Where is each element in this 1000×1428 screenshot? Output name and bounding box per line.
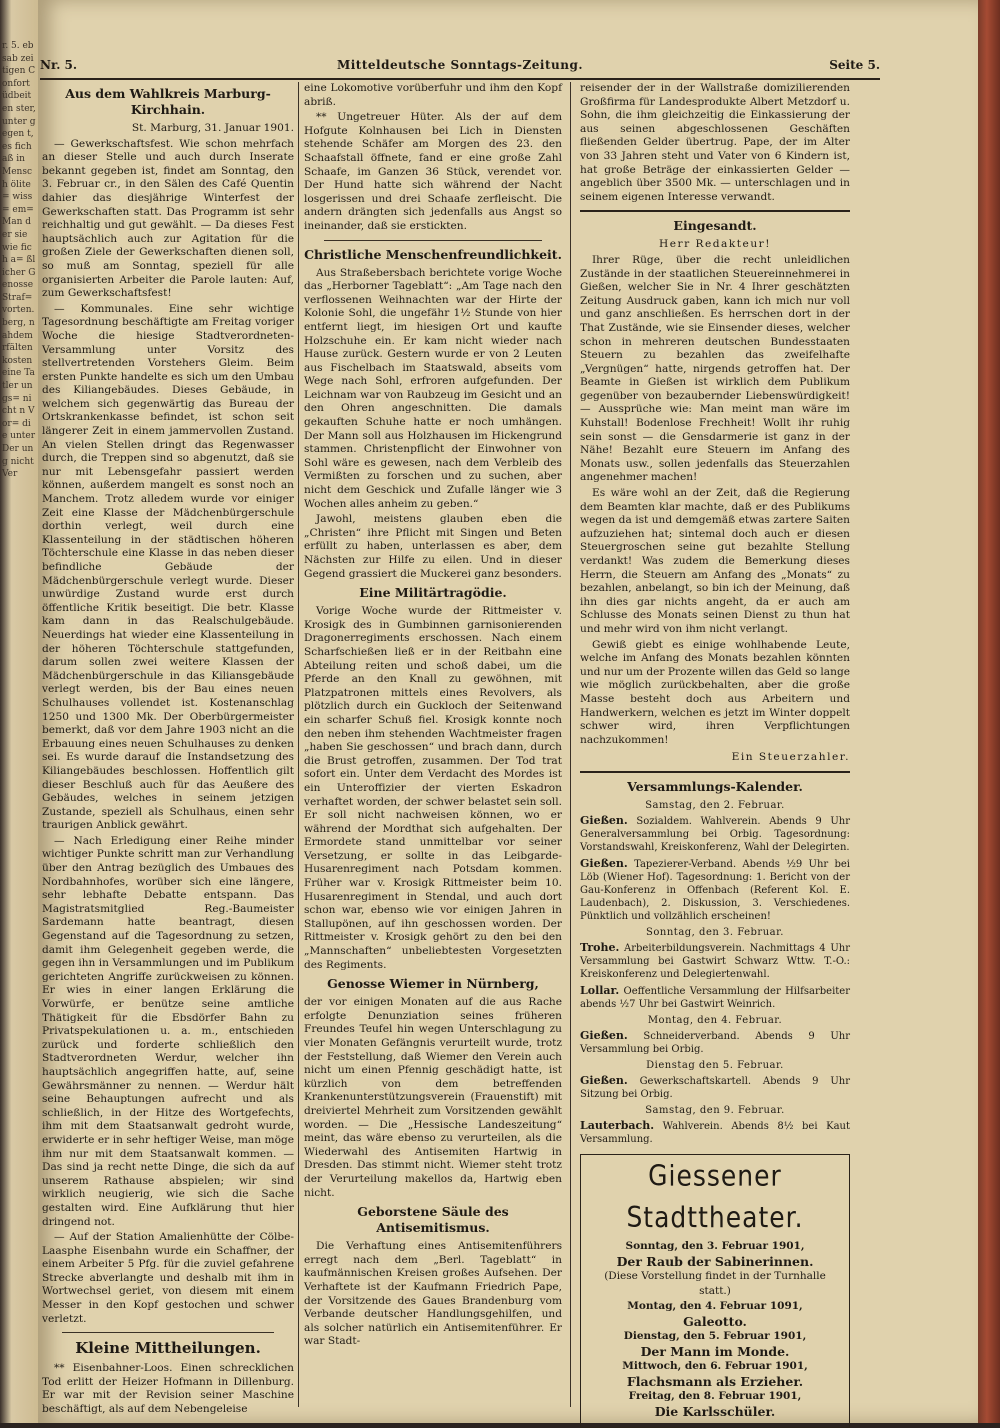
calendar-text: Schneiderverband. Abends 9 Uhr Versammlung bei Orbig. <box>580 1030 850 1055</box>
article-title-marburg: Aus dem Wahlkreis Marburg-Kirchhain. <box>65 86 271 117</box>
calendar-location: Lollar. <box>580 983 620 997</box>
article-title-wiemer: Genosse Wiemer in Nürnberg, <box>327 976 539 992</box>
theatre-advertisement <box>580 1154 850 1428</box>
article-paragraph: Die Verhaftung eines Antisemitenführers erregt nach dem „Berl. Tageblatt“ in kaufmännischen Kreisen großes Aufsehen. Der Verhaftete ist der Kaufmann Friedrich Pape, der Vorsitzende des Gaues Brandenburg vom Verbande deutscher Handlungsgehilfen, und als solcher natürlich ein Antisemitenführer. Er war Stadt- <box>304 1240 562 1348</box>
letter-signature: Ein Steuerzahler. <box>731 751 850 764</box>
newspaper-title: Mitteldeutsche Sonntags-Zeitung. <box>336 58 584 72</box>
section-title-versammlungs-kalender: Versammlungs-Kalender. <box>627 778 803 794</box>
calendar-entry <box>580 984 850 1011</box>
calendar-text: Wahlverein. Abends 8½ bei Kaut Versammlung. <box>580 1120 850 1145</box>
article-title-menschenfreundlichkeit: Christliche Menschenfreundlichkeit. <box>304 246 562 262</box>
calendar-text: Tapezierer-Verband. Abends ½9 Uhr bei Löb (Wiener Hof). Tagesordnung: 1. Bericht von der Gau-Konferenz in Offenbach (Referent Kol. E. Laudenbach), 2. Diskussion, 3. Verschiedenes. Pünktlich und vollzählich erscheinen! <box>580 858 851 922</box>
section-divider <box>324 240 542 241</box>
calendar-text: Gewerkschaftskartell. Abends 9 Uhr Sitzung bei Orbig. <box>580 1075 850 1100</box>
calendar-entry <box>580 1074 850 1101</box>
section-divider <box>580 771 850 773</box>
calendar-entry <box>580 814 850 854</box>
letter-paragraph: Es wäre wohl an der Zeit, daß die Regierung dem Beamten klar machte, daß er des Publikums wegen da ist und demgemäß etwas zartere Saiten aufzuziehen hat; sintemal doch auch er diesen Steuergroschen seine gut bezahlte Stellung verdankt! Was zudem die Bemerkung dieses Herrn, die Steuern am Anfang des „Monats“ zu bezahlen, anbelangt, so bin ich der Meinung, daß ihn dies gar nichts angeht, da er auch am Schlusse des Monats seinen Dienst zu thun hat und mehr wird von ihm nicht verlangt. <box>580 487 850 635</box>
calendar-entry <box>580 941 850 981</box>
article-paragraph: — Auf der Station Amalienhütte der Cölbe-Laasphe Eisenbahn wurde ein Schaffner, der einem Arbeiter 5 Pfg. für die zuviel gefahrene Strecke abverlangte und deshalb mit ihm in Wortwechsel geriet, von diesem mit einem Messer in den Kopf gestochen und schwer verletzt. <box>42 1231 294 1325</box>
article-paragraph: — Kommunales. Eine sehr wichtige Tagesordnung beschäftigte am Freitag voriger Woche die hiesige Stadtverordneten-Versammlung unter Vorsitz des stellvertretenden Vorstehers Gleim. Beim ersten Punkte handelte es sich um den Umbau des Kiliangebäudes. Dieses Gebäude, in welchem sich gegenwärtig das Bureau der Ortskrankenkasse befindet, ist schon seit längerer Zeit in einem jammervollen Zustand. An vielen Stellen dringt das Regenwasser durch, die Treppen sind so abgenutzt, daß sie nur mit Lebensgefahr passiert werden können, außerdem mangelt es sonst noch an Manchem. Trotz alledem wurde vor einiger Zeit eine Klasse der Mädchenbürgerschule dorthin verlegt, weil durch eine Klassenteilung in der städtischen höheren Töchterschule eine Klasse in das neben dieser befindliche Gebäude der Mädchenbürgerschule verlegt wurde. Dieser unwürdige Zustand wurde erst durch öffentliche Kritik beseitigt. Die betr. Klasse kam dann in das Realschulgebäude. Neuerdings hat wieder eine Klassenteilung in der höheren Töchterschule stattgefunden, darum sollen zwei weitere Klassen der Mädchenbürgerschule in das Kiliansgebäude verlegt werden, bis der Bau eines neuen Schulhauses vollendet ist. Kostenanschlag 1250 und 1300 Mk. Der Oberbürgermeister bemerkt, daß vor dem Jahre 1903 nicht an die Erbauung eines neuen Schulhauses zu denken sei. Es wurde darauf die Instandsetzung des Kiliangebäudes beschlossen. Hoffentlich gilt dieser Beschluß auch für das Aeußere des Gebäudes, welches in seinem jetzigen Zustande, speziell als Schulhaus, einen sehr traurigen Anblick gewährt. <box>42 302 294 832</box>
calendar-text: Arbeiterbildungsverein. Nachmittags 4 Uhr Versammlung bei Gastwirt Schwarz Wttw. T.-O.: Kreiskonferenz und Delegiertenwahl. <box>580 942 850 980</box>
calendar-text: Sozialdem. Wahlverein. Abends 9 Uhr Generalversammlung bei Orbig. Tagesordnung: Vorstandswahl, Kreiskonferenz, Wahl der Delegirten. <box>580 815 851 853</box>
calendar-location: Trohe. <box>580 940 620 954</box>
theatre-play: Der Raub der Sabinerinnen. <box>616 1253 814 1269</box>
theatre-date: Freitag, den 8. Februar 1901, <box>628 1389 802 1402</box>
theatre-play: Der Mann im Monde. <box>640 1343 790 1359</box>
calendar-location: Gießen. <box>580 813 628 827</box>
theatre-date: Montag, den 4. Februar 1091, <box>627 1299 803 1312</box>
header-rule <box>40 78 880 80</box>
article-paragraph: eine Lokomotive vorüberfuhr und ihm den Kopf abriß. <box>304 82 562 108</box>
calendar-location: Gießen. <box>580 1028 628 1042</box>
calendar-location: Lauterbach. <box>580 1118 655 1132</box>
meeting-calendar <box>580 799 850 1146</box>
article-paragraph: Vorige Woche wurde der Rittmeister v. Krosigk des in Gumbinnen garnisonierenden Dragonerregiments erschossen. Nach einem Scharfschießen ließ er in der Reitbahn eine Abteilung reiten und schoß dabei, um die Pferde an den Knall zu gewöhnen, mit Platzpatronen mittels eines Revolvers, als plötzlich durch ein Guckloch der Seitenwand ein scharfer Schuß fiel. Krosigk konnte noch den neben ihm stehenden Wachtmeister fragen „haben Sie geschossen“ und brach dann, durch die Brust getroffen, zusammen. Der Tod trat sofort ein. Unter dem Verdacht des Mordes ist ein Unteroffizier der vierten Eskadron verhaftet worden, der schwer belastet sein soll. Er soll nicht nachweisen können, wo er während der Mordthat sich aufgehalten. Der Ermordete stand unmittelbar vor seiner Versetzung, er sollte in das Leibgarde-Husarenregiment nach Potsdam kommen. Früher war v. Krosigk Rittmeister beim 10. Husarenregiment in Stendal, und auch dort schon war, ebenso wie vor einigen Jahren in Stallupönen, auf ihn geschossen worden. Der Rittmeister v. Krosigk gehört zu den bei den „Mannschaften“ unbeliebtesten Vorgesetzten des Regiments. <box>304 605 562 971</box>
article-paragraph: ** Ungetreuer Hüter. Als der auf dem Hofgute Kolnhausen bei Lich in Diensten stehende Schäfer am Morgen des 23. den Schaafstall öffnete, fand er eine große Zahl Schaafe, im Ganzen 36 Stück, verendet vor. Der Hund hatte sich während der Nacht losgerissen und drei Schaafe zerfleischt. Die andern drängten sich jedenfalls aus Angst so ineinander, daß sie erstickten. <box>304 111 562 232</box>
theatre-play: Flachsmann als Erzieher. <box>626 1373 804 1389</box>
letter-paragraph: Gewiß giebt es einige wohlhabende Leute, welche im Anfang des Monats bezahlen könnten und nur um der Prozente willen das Geld so lange wie möglich zurückbehalten, aber die große Masse besteht doch aus Arbeitern und Handwerkern, welchen es jetzt im Winter doppelt schwer wird, ihren Verpflichtungen nachzukommen! <box>580 638 850 746</box>
theatre-play: Die Karlsschüler. <box>654 1403 776 1419</box>
calendar-day: Montag, den 4. Februar. <box>647 1014 783 1026</box>
calendar-location: Gießen. <box>580 1073 628 1087</box>
calendar-day: Samstag, den 2. Februar. <box>645 799 785 811</box>
book-cover-edge <box>978 0 1000 1423</box>
theatre-note: (Diese Vorstellung findet in der Turnhalle statt.) <box>604 1269 826 1297</box>
article-paragraph: Aus Straßebersbach berichtete vorige Woche das „Herborner Tageblatt“: „Am Tage nach den verflossenen Weihnachten war der Hirte der Kolonie Sohl, die ungefähr 1½ Stunde von hier entfernt liegt, im hiesigen Ort und kaufte Holzschuhe ein. Er kam nicht wieder nach Hause zurück. Gestern wurde er von 2 Leuten aus Fischelbach im Staatswald, abseits vom Wege nach Sohl, erfroren aufgefunden. Der Leichnam war von Raubzeug im Gesicht und an den Ohren angeschnitten. Die damals gekauften Schuhe hatte er noch umhängen. Der Mann soll aus Holzhausen im Hickengrund stammen. Christenpflicht der Einwohner von Sohl wäre es gewesen, nach dem Verbleib des Vermißten zu forschen und zu suchen, aber nicht dem Geschick und Zufalle länger wie 3 Wochen alles anheim zu geben.“ <box>304 266 562 510</box>
calendar-day: Samstag, den 9. Februar. <box>645 1104 785 1116</box>
article-paragraph: ** Eisenbahner-Loos. Einen schrecklichen Tod erlitt der Heizer Hofmann in Dillenburg. Er war mit der Revision seiner Maschine beschäftigt, als auf dem Nebengeleise <box>42 1362 294 1416</box>
article-title-antisemitismus: Geborstene Säule des Antisemitismus. <box>357 1204 509 1236</box>
section-divider <box>580 210 850 212</box>
theatre-play: Galeotto. <box>683 1313 747 1329</box>
calendar-entry <box>580 1119 850 1146</box>
article-title-militaertragoedie: Eine Militärtragödie. <box>359 585 507 601</box>
column-rule-1 <box>298 82 299 1407</box>
page-number: Seite 5. <box>829 58 880 72</box>
article-dateline: St. Marburg, 31. Januar 1901. <box>131 122 294 134</box>
previous-page-edge-text: r. 5. ebsab zeitigen Confort üdbeiten ster, unter gegen t, es fich aß in Mensch ölite= wiss= em= Man der sie wie fich a= ßlicher Genosse Straf= vorten. berg, nahdem rfälten kosten eine Tatler ungs= nicht n Vor= die unter Der ung nicht Ver <box>2 41 36 480</box>
calendar-entry <box>580 857 850 923</box>
theatre-date: Sonntag, den 3. Februar 1901, <box>625 1239 805 1252</box>
letter-greeting: Herr Redakteur! <box>659 238 771 251</box>
calendar-location: Gießen. <box>580 856 628 870</box>
previous-page-edge <box>0 0 38 1423</box>
section-title-kleine-mittheilungen: Kleine Mittheilungen. <box>75 1339 261 1358</box>
column-3 <box>580 82 851 1419</box>
theatre-date: Mittwoch, den 6. Februar 1901, <box>622 1359 808 1372</box>
calendar-day: Sonntag, den 3. Februar. <box>646 926 784 938</box>
article-paragraph: — Nach Erledigung einer Reihe minder wichtiger Punkte schritt man zur Verhandlung über den Antrag bezüglich des Umbaues des Nordbahnhofes, worüber sich eine längere, sehr lebhafte Debatte entspann. Das Magistratsmitglied Reg.-Baumeister Sardemann hatte beantragt, diesen Gegenstand auf die Tagesordnung zu setzen, damit ihm Gelegenheit gegeben werde, die gegen ihn in Versammlungen und im Publikum gerichteten Angriffe zurückweisen zu können. Er wies in einer langen Erklärung die Vorwürfe, er benütze seine amtliche Thätigkeit für die Ebsdörfer Bahn zu Privatspekulationen u. a. m., entschieden zurück und forderte schließlich den Stadtverordneten Werdur, welcher ihn hauptsächlich angegriffen hatte, auf, seine Gewährsmänner zu nennen. — Werdur hält seine Behauptungen aufrecht und als schließlich, in der Hitze des Wortgefechts, ihm mit dem Staatsanwalt gedroht wurde, erwiderte er in sehr heftiger Weise, man möge ihm nur mit dem Staatsanwalt kommen. — Das sind ja recht nette Dinge, die sich da auf unserem Rathause abspielen; wir sind wirklich neugierig, wie sich die Sache gestalten wird. Eine Aufklärung thut hier dringend not. <box>42 834 294 1228</box>
calendar-day: Dienstag den 5. Februar. <box>646 1059 784 1071</box>
theatre-date: Dienstag, den 5. Februar 1901, <box>623 1329 807 1342</box>
letter-paragraph: Ihrer Rüge, über die recht unleidlichen Zustände in der staatlichen Steuereinnehmerei in Gießen, welcher Sie in Nr. 4 Ihrer geschätzten Zeitung Ausdruck gaben, kann ich mich nur voll und ganz anschließen. Es herrschen dort in der That Zustände, wie sie Einsender dieses, welcher schon in mehreren deutschen Bundesstaaten Steuern zu bezahlen das zweifelhafte „Vergnügen“ hatte, nirgends getroffen hat. Der Beamte in Gießen ist wirklich dem Publikum gegenüber von bezaubernder Liebenswürdigkeit! — Aussprüche wie: Man meint man wäre im Kuhstall! Bodenlose Frechheit! Wollt ihr ruhig sein sonst — die Gensdarmerie ist ganz in der Nähe! Bezahlt eure Steuern im Anfang des Monats usw., sollen jedenfalls das Steuerzahlen angenehmer machen! <box>580 253 850 484</box>
column-rule-2 <box>570 82 571 1407</box>
issue-number: Nr. 5. <box>40 58 78 72</box>
calendar-text: Oeffentliche Versammlung der Hilfsarbeiter abends ½7 Uhr bei Gastwirt Weinrich. <box>580 985 850 1010</box>
theatre-title: Giessener Stadttheater. <box>626 1158 804 1234</box>
article-paragraph: der vor einigen Monaten auf die aus Rache erfolgte Denunziation seines früheren Freundes Teufel hin wegen Unterschlagung zu vier Monaten Gefängnis verurteilt wurde, trotz der Feststellung, daß Wiemer den Verein auch nicht um einen Pfennig geschädigt hatte, ist kürzlich von dem betreffenden Krankenunterstützungsverein (Frauenstift) mit dreiviertel Mehrheit zum Vorsitzenden gewählt worden. — Die „Hessische Landeszeitung“ meint, das wäre ebenso zu verurteilen, als die Wiederwahl des Antisemiten Hartwig in Dresden. Das stimmt nicht. Wiemer steht trotz der Verurteilung makellos da, Hartwig eben nicht. <box>304 996 562 1199</box>
calendar-entry <box>580 1029 850 1056</box>
section-divider <box>62 1332 274 1333</box>
page-header <box>40 58 880 78</box>
column-1 <box>42 82 294 1416</box>
article-paragraph: reisender der in der Wallstraße domizilierenden Großfirma für Landesprodukte Albert Metzdorf u. Sohn, die ihm gleichzeitig die Einkassierung der aus seinen abgeschlossenen Geschäften fließenden Gelder übertrug. Pape, der im Alter von 33 Jahren steht und Vater von 6 Kindern ist, hat große Beträge der einkassierten Gelder — angeblich über 3500 Mk. — unterschlagen und in seinem eigenen Interesse verwandt. <box>580 82 850 203</box>
article-paragraph: Jawohl, meistens glauben eben die „Christen“ ihre Pflicht mit Singen und Beten erfüllt zu haben, unterlassen es aber, dem Nächsten zur Hilfe zu eilen. Und in dieser Gegend grassiert die Muckerei ganz besonders. <box>304 513 562 580</box>
article-paragraph: — Gewerkschaftsfest. Wie schon mehrfach an dieser Stelle und auch durch Inserate bekannt gegeben ist, findet am Sonntag, den 3. Februar cr., in den Sälen des Café Quentin dahier das diesjährige Winterfest der Gewerkschaften statt. Das Programm ist sehr reichhaltig und gut gewählt. — Da dieses Fest hauptsächlich auch zur Agitation für die großen Ziele der Gewerkschaften dienen soll, so muß am Sonntag, speziell für alle organisierten Arbeiter die Parole lauten: Auf, zum Gewerkschaftsfest! <box>42 137 294 300</box>
section-title-eingesandt: Eingesandt. <box>673 218 757 234</box>
column-2 <box>304 82 562 1407</box>
